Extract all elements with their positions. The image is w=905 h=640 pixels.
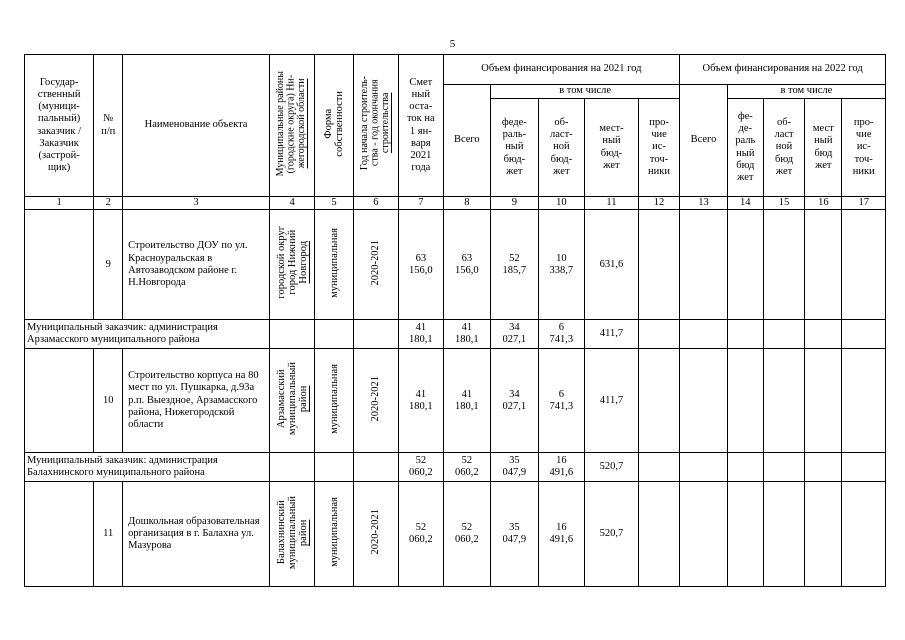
other-2021-cell — [638, 320, 679, 349]
local-2021-cell: 520,7 — [585, 482, 639, 587]
object-name: Строительство ДОУ по ул. Красноуральская в Автозаводском районе г. Н.Новгорода — [123, 210, 270, 320]
other-2021-cell — [638, 210, 679, 320]
object-name: Дошкольная образовательная организация в г. Балахна ул. Мазурова — [123, 482, 270, 587]
regional-2022-cell — [763, 453, 804, 482]
estimate-cell: 63 156,0 — [399, 210, 443, 320]
years-cell: 2020-2021 — [353, 482, 398, 587]
other-2022-cell — [842, 482, 886, 587]
regional-2022-cell — [763, 320, 804, 349]
col-number: 7 — [399, 197, 443, 210]
federal-2022-cell — [727, 349, 763, 453]
federal-2022-cell — [727, 453, 763, 482]
regional-2021-cell: 6 741,3 — [538, 320, 585, 349]
district-cell — [269, 320, 314, 349]
table-row-object-11 — [25, 482, 886, 587]
total-2022-cell — [680, 320, 728, 349]
ownership-cell: муниципальная — [315, 482, 353, 587]
col-number: 1 — [25, 197, 94, 210]
customer-cell — [25, 210, 94, 320]
header-customer: Государ- ственный (муници- пальный) заказчик / Заказчик (застрой- щик) — [25, 55, 94, 197]
header-fin-2021: Объем финансирования на 2021 год — [443, 55, 680, 85]
header-total-2021: Всего — [443, 85, 491, 197]
col-number: 9 — [491, 197, 539, 210]
district-cell: городской округ город Нижний Новгород — [269, 210, 314, 320]
table-row-object-10 — [25, 349, 886, 453]
financing-table — [24, 54, 886, 587]
other-2022-cell — [842, 210, 886, 320]
local-2021-cell: 631,6 — [585, 210, 639, 320]
years-cell: 2020-2021 — [353, 210, 398, 320]
header-row-1 — [25, 55, 886, 85]
header-regional-2021: об- ласт- ной бюд- жет — [538, 99, 585, 197]
header-local-2021: мест- ный бюд- жет — [585, 99, 639, 197]
header-federal-2022: фе- де- раль ный бюд жет — [727, 99, 763, 197]
total-2021-cell: 52 060,2 — [443, 453, 491, 482]
total-2021-cell: 41 180,1 — [443, 320, 491, 349]
col-number: 8 — [443, 197, 491, 210]
row-num: 9 — [94, 210, 123, 320]
col-number: 12 — [638, 197, 679, 210]
header-estimate: Смет ный оста- ток на 1 ян- варя 2021 года — [399, 55, 443, 197]
customer-cell — [25, 349, 94, 453]
total-2022-cell — [680, 482, 728, 587]
header-num: № п/п — [94, 55, 123, 197]
header-regional-2022: об- ласт ной бюд жет — [763, 99, 804, 197]
col-number: 11 — [585, 197, 639, 210]
federal-2021-cell: 34 027,1 — [491, 320, 539, 349]
header-local-2022: мест ный бюд жет — [805, 99, 842, 197]
other-2021-cell — [638, 349, 679, 453]
local-2022-cell — [805, 210, 842, 320]
header-other-2022: про- чие ис- точ- ники — [842, 99, 886, 197]
federal-2021-cell: 35 047,9 — [491, 453, 539, 482]
regional-2022-cell — [763, 482, 804, 587]
total-2022-cell — [680, 349, 728, 453]
header-object: Наименование объекта — [123, 55, 270, 197]
regional-2021-cell: 6 741,3 — [538, 349, 585, 453]
customer-cell — [25, 482, 94, 587]
local-2022-cell — [805, 349, 842, 453]
header-years: Год начала строитель- ства - год окончания строительства — [353, 55, 398, 197]
table-row-object-9 — [25, 210, 886, 320]
col-number: 17 — [842, 197, 886, 210]
col-number: 3 — [123, 197, 270, 210]
federal-2021-cell: 34 027,1 — [491, 349, 539, 453]
district-cell — [269, 453, 314, 482]
col-number: 10 — [538, 197, 585, 210]
total-2021-cell: 41 180,1 — [443, 349, 491, 453]
other-2022-cell — [842, 349, 886, 453]
col-number: 2 — [94, 197, 123, 210]
local-2022-cell — [805, 320, 842, 349]
local-2021-cell: 520,7 — [585, 453, 639, 482]
header-fin-2022: Объем финансирования на 2022 год — [680, 55, 886, 85]
total-2021-cell: 52 060,2 — [443, 482, 491, 587]
district-cell: Балахнинский муниципальный район — [269, 482, 314, 587]
total-2022-cell — [680, 210, 728, 320]
row-num: 10 — [94, 349, 123, 453]
col-number: 6 — [353, 197, 398, 210]
regional-2021-cell: 16 491,6 — [538, 453, 585, 482]
customer-label: Муниципальный заказчик: администрация Балахнинского муниципального района — [25, 453, 270, 482]
col-number: 15 — [763, 197, 804, 210]
customer-label: Муниципальный заказчик: администрация Арзамасского муниципального района — [25, 320, 270, 349]
header-districts: Муниципальные районы (городские округа) Ни- жегородской области — [269, 55, 314, 197]
ownership-cell — [315, 320, 353, 349]
local-2021-cell: 411,7 — [585, 320, 639, 349]
header-total-2022: Всего — [680, 85, 728, 197]
estimate-cell: 52 060,2 — [399, 453, 443, 482]
col-number: 14 — [727, 197, 763, 210]
federal-2022-cell — [727, 320, 763, 349]
local-2021-cell: 411,7 — [585, 349, 639, 453]
federal-2021-cell: 52 185,7 — [491, 210, 539, 320]
page-number: 5 — [449, 38, 456, 50]
ownership-cell — [315, 453, 353, 482]
years-cell — [353, 453, 398, 482]
header-other-2021: про- чие ис- точ- ники — [638, 99, 679, 197]
header-ownership: Форма собственности — [315, 55, 353, 197]
other-2021-cell — [638, 453, 679, 482]
header-including-2021: в том числе — [491, 85, 680, 99]
regional-2022-cell — [763, 349, 804, 453]
regional-2021-cell: 16 491,6 — [538, 482, 585, 587]
federal-2022-cell — [727, 482, 763, 587]
district-cell: Арзамасский муниципальный район — [269, 349, 314, 453]
table-row-customer-arzamas — [25, 320, 886, 349]
years-cell — [353, 320, 398, 349]
col-number: 16 — [805, 197, 842, 210]
col-number: 4 — [269, 197, 314, 210]
other-2022-cell — [842, 320, 886, 349]
col-number: 13 — [680, 197, 728, 210]
object-name: Строительство корпуса на 80 мест по ул. Пушкарка, д.93а р.п. Выездное, Арзамасского района, Нижегородской области — [123, 349, 270, 453]
total-2022-cell — [680, 453, 728, 482]
estimate-cell: 41 180,1 — [399, 349, 443, 453]
header-including-2022: в том числе — [727, 85, 885, 99]
estimate-cell: 52 060,2 — [399, 482, 443, 587]
table-row-customer-balakhna — [25, 453, 886, 482]
federal-2022-cell — [727, 210, 763, 320]
other-2022-cell — [842, 453, 886, 482]
ownership-cell: муниципальная — [315, 349, 353, 453]
other-2021-cell — [638, 482, 679, 587]
col-number: 5 — [315, 197, 353, 210]
years-cell: 2020-2021 — [353, 349, 398, 453]
federal-2021-cell: 35 047,9 — [491, 482, 539, 587]
estimate-cell: 41 180,1 — [399, 320, 443, 349]
total-2021-cell: 63 156,0 — [443, 210, 491, 320]
local-2022-cell — [805, 453, 842, 482]
local-2022-cell — [805, 482, 842, 587]
column-number-row — [25, 197, 886, 210]
header-federal-2021: феде- раль- ный бюд- жет — [491, 99, 539, 197]
regional-2022-cell — [763, 210, 804, 320]
row-num: 11 — [94, 482, 123, 587]
regional-2021-cell: 10 338,7 — [538, 210, 585, 320]
ownership-cell: муниципальная — [315, 210, 353, 320]
